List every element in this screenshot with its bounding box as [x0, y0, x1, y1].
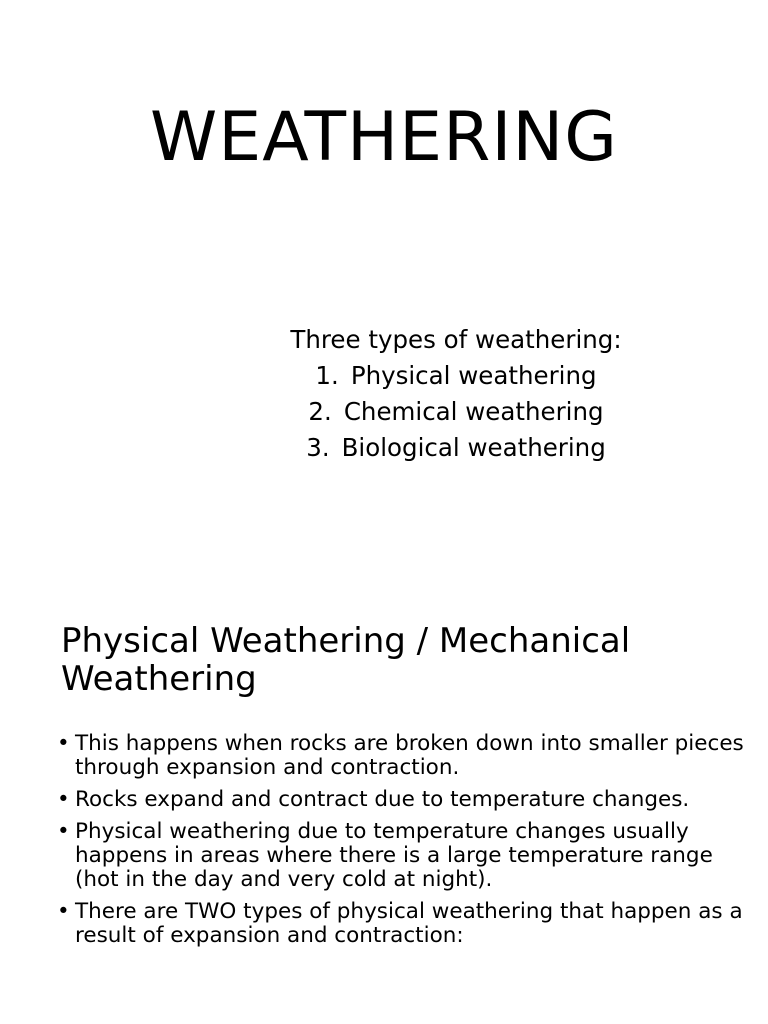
- section-heading-line: Weathering: [61, 659, 257, 699]
- list-item-label: Chemical weathering: [343, 397, 604, 426]
- bullet-text: Rocks expand and contract due to temperature changes.: [75, 787, 690, 812]
- bullet-item: [57, 900, 747, 948]
- bullet-item: [57, 788, 747, 812]
- bullet-text: There are TWO types of physical weathering that happen as a result of expansion and contraction:: [75, 899, 743, 948]
- types-intro: Three types of weathering:: [290, 325, 622, 354]
- section-heading-line: Physical Weathering / Mechanical: [61, 621, 631, 661]
- bullet-item: [57, 732, 747, 780]
- bullet-icon: •: [57, 731, 70, 756]
- bullet-icon: •: [57, 899, 70, 924]
- list-number: 2.: [308, 397, 332, 426]
- types-list-item: [250, 430, 662, 466]
- bullet-icon: •: [57, 819, 70, 844]
- list-item-label: Physical weathering: [350, 361, 597, 390]
- list-item-label: Biological weathering: [341, 433, 606, 462]
- bullet-text: Physical weathering due to temperature changes usually happens in areas where there is a large temperature range (hot in the day and very cold at night).: [75, 819, 713, 892]
- bullet-item: [57, 820, 747, 892]
- bullet-icon: •: [57, 787, 70, 812]
- list-number: 3.: [306, 433, 330, 462]
- bullet-list: [57, 732, 747, 956]
- weathering-types-block: [250, 322, 662, 466]
- bullet-text: This happens when rocks are broken down into smaller pieces through expansion and contraction.: [75, 731, 744, 780]
- list-number: 1.: [315, 361, 339, 390]
- section-heading: [61, 622, 741, 698]
- types-list-item: [250, 358, 662, 394]
- slide-title: WEATHERING: [150, 98, 618, 177]
- types-list: [250, 358, 662, 466]
- types-list-item: [250, 394, 662, 430]
